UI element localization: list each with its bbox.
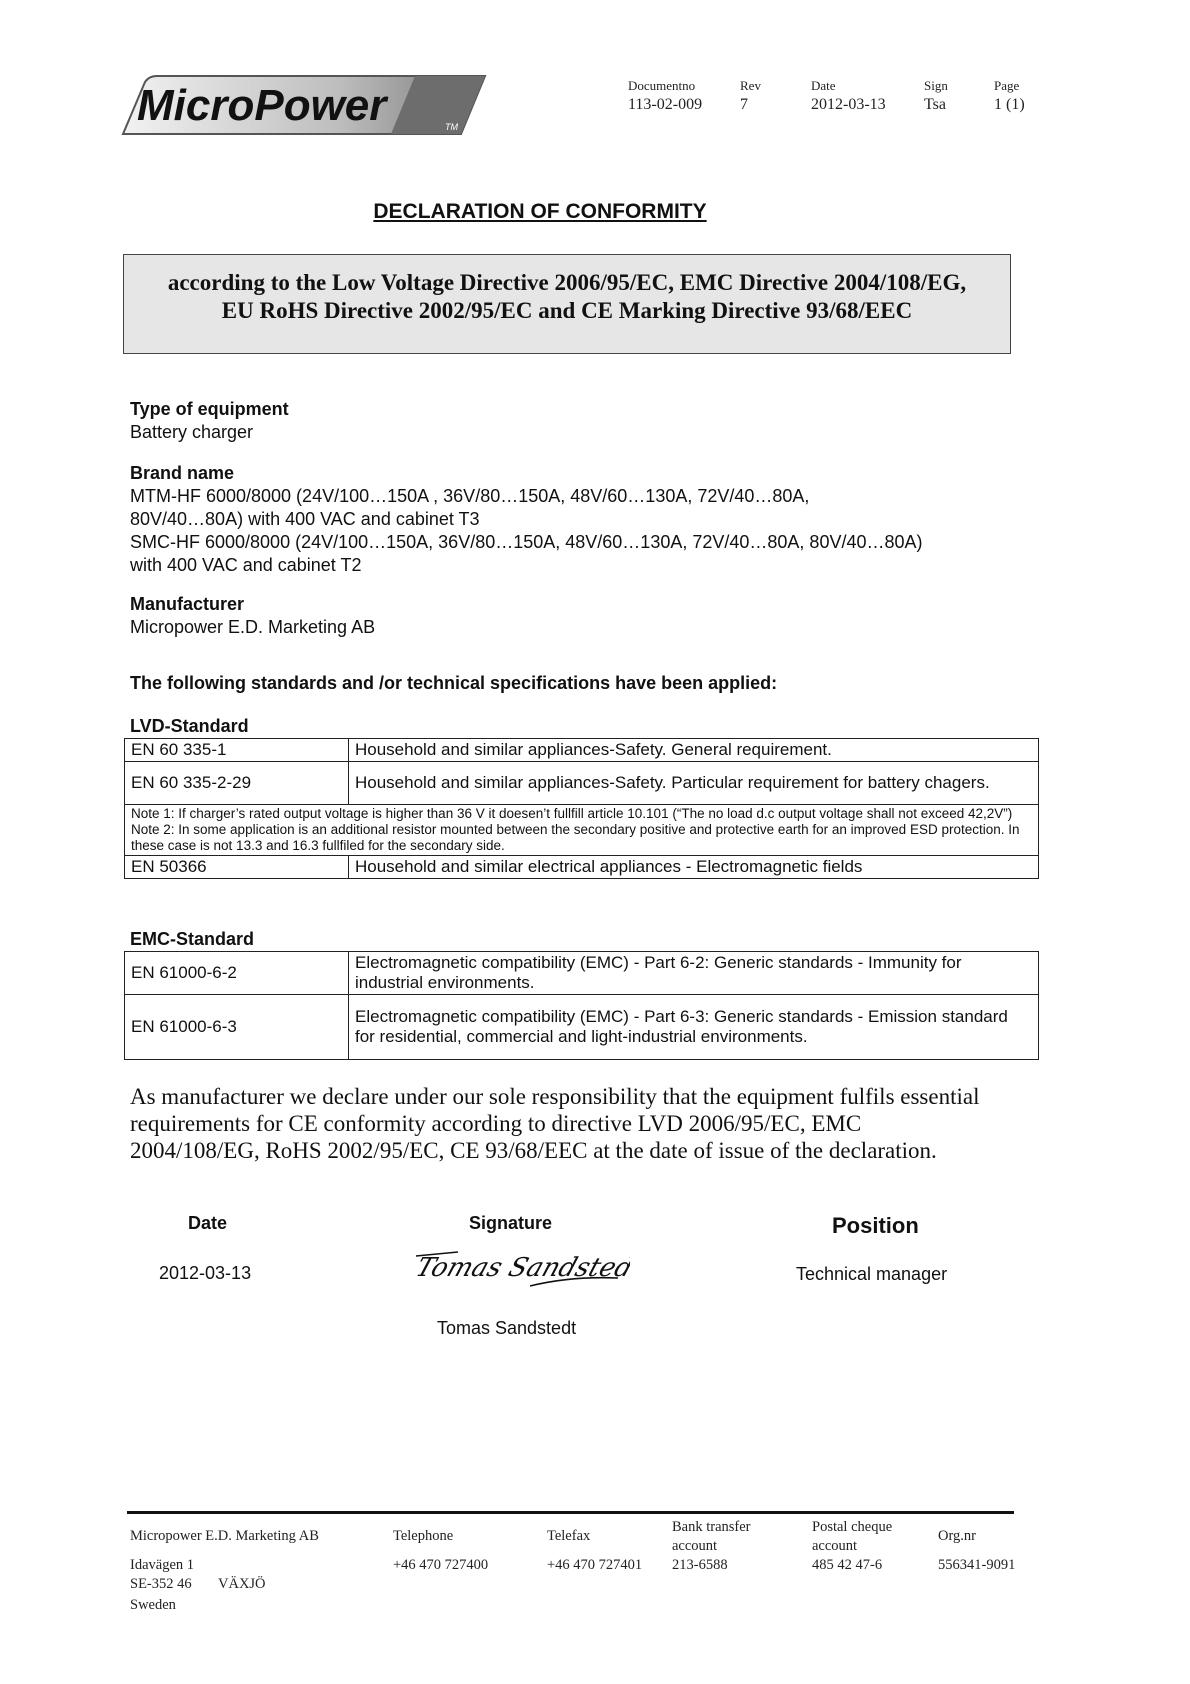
page-title: DECLARATION OF CONFORMITY (373, 200, 707, 223)
footer-telefax-label: Telefax (547, 1528, 591, 1544)
lvd-table (124, 738, 1039, 879)
standard-desc: Electromagnetic compatibility (EMC) - Part 6-3: Generic standards - Emission standard for residential, commercial and light-industrial environments. (349, 995, 1039, 1060)
footer-bank: 213-6588 (672, 1557, 728, 1573)
standard-code: EN 60 335-2-29 (125, 762, 349, 805)
footer-city: VÄXJÖ (218, 1576, 266, 1592)
footer-telefax: +46 470 727401 (547, 1557, 643, 1573)
signoff-date-value: 2012-03-13 (159, 1263, 252, 1283)
footer-org: 556341-9091 (938, 1557, 1016, 1573)
directive-box (123, 254, 1011, 354)
footer-country: Sweden (130, 1597, 176, 1613)
brand-line: SMC-HF 6000/8000 (24V/100…150A, 36V/80…150A, 48V/60…130A, 72V/40…80A, 80V/40…80A) (130, 532, 923, 552)
standard-desc: Household and similar appliances-Safety. General requirement. (349, 739, 1039, 762)
lvd-note: Note 1: If charger’s rated output voltage is higher than 36 V it doesen’t fullfill article 10.101 (“The no load d.c output voltage shall not exceed 42,2V”) Note 2: In some application is an additional resistor mounted between the secondary positive and protective earth for an improved ESD protection. In these case is not 13.3 and 16.3 fullfiled for the secondary side. (125, 805, 1039, 856)
date-value: 2012-03-13 (811, 96, 886, 113)
handwritten-signature (410, 1246, 630, 1292)
brand-line: MTM-HF 6000/8000 (24V/100…150A , 36V/80…150A, 48V/60…130A, 72V/40…80A, (130, 486, 810, 506)
standard-code: EN 61000-6-3 (125, 995, 349, 1060)
table-row (125, 739, 1039, 762)
table-row (125, 856, 1039, 879)
rev-value: 7 (740, 96, 748, 113)
footer-divider (127, 1511, 1014, 1514)
micropower-logo (115, 74, 491, 140)
brand-line: with 400 VAC and cabinet T2 (130, 555, 362, 575)
footer-telephone-label: Telephone (393, 1528, 454, 1544)
brand-line: 80V/40…80A) with 400 VAC and cabinet T3 (130, 509, 480, 529)
sign-label: Sign (924, 78, 948, 93)
footer-postal: 485 42 47-6 (812, 1557, 883, 1573)
directive-line-2: EU RoHS Directive 2002/95/EC and CE Marking Directive 93/68/EEC (221, 298, 913, 323)
logo-tm: TM (445, 122, 458, 132)
brand-heading: Brand name (130, 463, 235, 483)
sign-value: Tsa (924, 96, 946, 113)
standard-desc: Household and similar electrical appliances - Electromagnetic fields (349, 856, 1039, 879)
footer-bank-label: Bank transfer account (672, 1519, 751, 1554)
declaration-text: As manufacturer we declare under our sole responsibility that the equipment fulfils essential requirements for CE conformity according to directive LVD 2006/95/EC, EMC 2004/108/EG, RoHS 2002/95/EC, CE 93/68/EEC at the date of issue of the declaration. (130, 1084, 980, 1163)
footer-telephone: +46 470 727400 (393, 1557, 489, 1573)
standard-code: EN 61000-6-2 (125, 952, 349, 995)
equipment-heading: Type of equipment (130, 399, 289, 419)
table-row (125, 995, 1039, 1060)
manufacturer-value: Micropower E.D. Marketing AB (130, 617, 376, 637)
rev-label: Rev (740, 78, 761, 93)
lvd-heading: LVD-Standard (130, 716, 249, 736)
page-label: Page (994, 78, 1020, 93)
standard-desc: Household and similar appliances-Safety. Particular requirement for battery chagers. (349, 762, 1039, 805)
table-row (125, 805, 1039, 856)
directive-line-1: according to the Low Voltage Directive 2006/95/EC, EMC Directive 2004/108/EG, (167, 270, 967, 295)
signoff-position-heading: Position (832, 1213, 919, 1238)
emc-heading: EMC-Standard (130, 929, 255, 949)
footer-postcode: SE-352 46 (130, 1576, 192, 1592)
footer-postal-label: Postal cheque account (812, 1519, 893, 1554)
page-value: 1 (1) (994, 96, 1025, 113)
date-label: Date (811, 78, 836, 93)
table-row (125, 952, 1039, 995)
manufacturer-heading: Manufacturer (130, 594, 245, 614)
standard-desc: Electromagnetic compatibility (EMC) - Part 6-2: Generic standards - Immunity for industrial environments. (349, 952, 1039, 995)
standard-code: EN 60 335-1 (125, 739, 349, 762)
footer-org-label: Org.nr (938, 1528, 976, 1544)
documentno-value: 113-02-009 (628, 96, 703, 113)
brand-lines (130, 485, 923, 577)
emc-table (124, 951, 1039, 1060)
signature-text: Tomas Sandstedt (412, 1252, 630, 1283)
signoff-date-heading: Date (188, 1213, 228, 1233)
footer-company: Micropower E.D. Marketing AB (130, 1528, 319, 1544)
table-row (125, 762, 1039, 805)
signer-name: Tomas Sandstedt (437, 1318, 577, 1338)
logo-wordmark: MicroPower (137, 81, 387, 130)
signoff-position-value: Technical manager (796, 1264, 948, 1284)
documentno-label: Documentno (628, 78, 696, 93)
standard-code: EN 50366 (125, 856, 349, 879)
signoff-signature-heading: Signature (469, 1213, 553, 1233)
footer-address: Idavägen 1 (130, 1557, 195, 1573)
equipment-value: Battery charger (130, 422, 254, 442)
standards-intro: The following standards and /or technical specifications have been applied: (130, 673, 778, 693)
